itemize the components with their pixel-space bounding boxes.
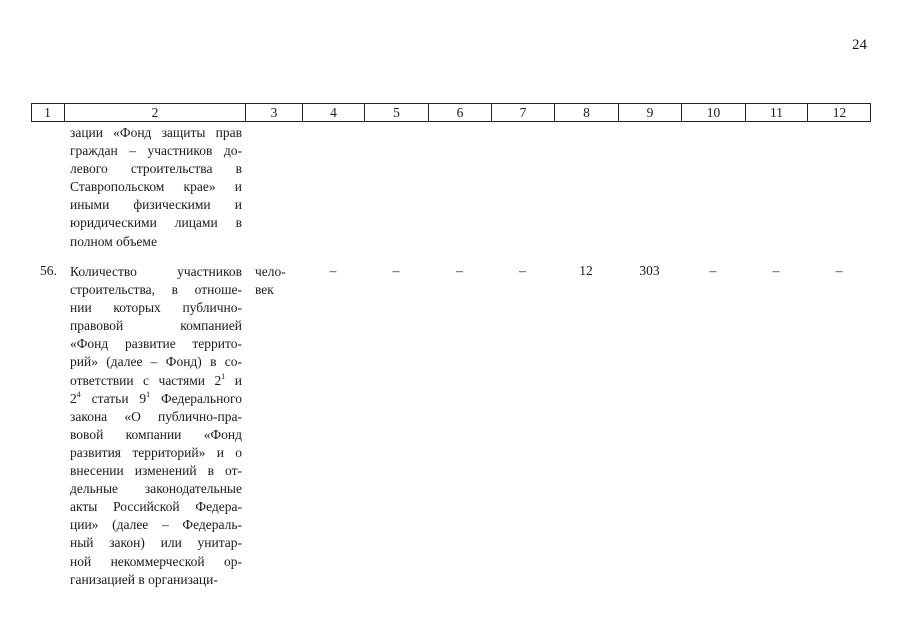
header-col-4: 4 bbox=[302, 104, 364, 121]
row-56-line: вовой компании «Фонд bbox=[70, 426, 242, 442]
header-col-7: 7 bbox=[491, 104, 554, 121]
header-col-10: 10 bbox=[681, 104, 745, 121]
header-col-1: 1 bbox=[44, 105, 51, 120]
row-cont-line: полном объеме bbox=[70, 233, 157, 249]
row-56-line-8-text: 2 bbox=[70, 390, 77, 406]
row-56-number: 56. bbox=[40, 263, 57, 278]
header-col-11: 11 bbox=[745, 104, 807, 121]
header-col-6: 6 bbox=[428, 104, 491, 121]
row-56-line-8-sup: 4 bbox=[76, 389, 81, 399]
row-56-col-6-value: – bbox=[456, 263, 463, 278]
row-56-line-7-text: ответствии с частями 2 bbox=[70, 372, 222, 388]
row-56-line-7-sup: 1 bbox=[221, 371, 226, 381]
header-col-9: 9 bbox=[618, 104, 681, 121]
row-56-line: ной некоммерческой ор- bbox=[70, 553, 242, 569]
row-56-line-7-tail: и bbox=[225, 372, 242, 388]
row-56-unit bbox=[255, 263, 286, 299]
row-56-line: акты Российской Федера- bbox=[70, 499, 242, 515]
row-56-line-8-sup2: 1 bbox=[146, 389, 151, 399]
row-cont-line: левого строительства в bbox=[70, 161, 242, 177]
row-cont-line: зации «Фонд защиты прав bbox=[70, 125, 242, 140]
row-cont-line: иными физическими и bbox=[70, 197, 242, 213]
header-col-5: 5 bbox=[364, 104, 428, 121]
header-col-3: 3 bbox=[245, 104, 302, 121]
row-56-description bbox=[70, 263, 242, 589]
row-56-col-11-value: – bbox=[772, 263, 780, 278]
row-56-line-7 bbox=[70, 372, 242, 390]
page-number: 24 bbox=[852, 37, 867, 53]
row-56-line-8-mid: статьи 9 bbox=[80, 390, 147, 406]
row-56-col-7-value: – bbox=[519, 263, 526, 278]
header-col-2: 2 bbox=[64, 104, 245, 121]
row-56-line: нии которых публично- bbox=[70, 300, 242, 316]
row-56-line: ганизацией в организаци- bbox=[70, 571, 218, 587]
row-56-col-4-value: – bbox=[329, 263, 337, 278]
row-cont-line: Ставропольском крае» и bbox=[70, 179, 242, 195]
row-56-line: правовой компанией bbox=[70, 318, 242, 334]
row-56-line: развития территорий» и о bbox=[70, 444, 242, 460]
row-56-line: ный закон) или унитар- bbox=[70, 535, 242, 551]
row-56-line: строительства, в отноше- bbox=[70, 282, 242, 298]
row-56-line: закона «О публично-пра- bbox=[70, 408, 242, 424]
row-cont-description bbox=[70, 124, 242, 251]
row-cont-line: юридическими лицами в bbox=[70, 215, 242, 231]
header-col-8: 8 bbox=[554, 104, 618, 121]
row-56-line: ции» (далее – Федераль- bbox=[70, 517, 242, 533]
row-cont-line: граждан – участников до- bbox=[70, 143, 242, 159]
row-56-line: рий» (далее – Фонд) в со- bbox=[70, 354, 242, 370]
row-56-unit-line: век bbox=[255, 282, 274, 298]
row-56-col-5-value: – bbox=[392, 263, 400, 278]
header-col-12: 12 bbox=[807, 104, 871, 121]
row-56-col-8-value: 12 bbox=[579, 263, 593, 278]
row-56-col-12-value: – bbox=[835, 263, 843, 278]
row-56-line: дельные законодательные bbox=[70, 481, 242, 497]
row-56-col-9-value: 303 bbox=[639, 263, 660, 278]
row-56-col-10-value: – bbox=[709, 263, 717, 278]
row-56-line: «Фонд развитие террито- bbox=[70, 336, 242, 352]
row-56-line-8-tail: Федерального bbox=[150, 390, 242, 406]
row-56-line-8 bbox=[70, 390, 242, 408]
row-56-line: внесении изменений в от- bbox=[70, 463, 242, 479]
row-56-line: Количество участников bbox=[70, 264, 242, 279]
row-56-unit-line: чело- bbox=[255, 264, 286, 279]
